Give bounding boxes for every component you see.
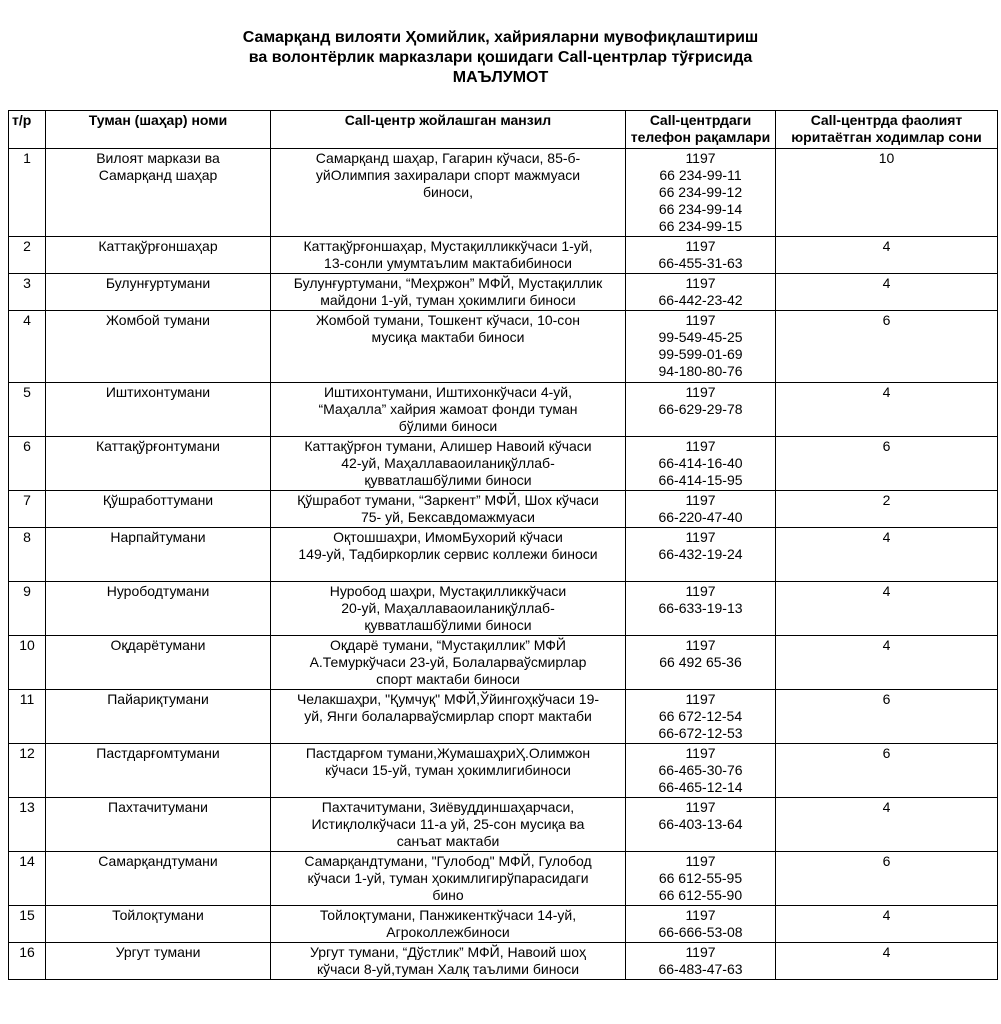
staff-count: 4 — [776, 274, 998, 311]
district-name-line: Вилоят маркази ва — [96, 150, 220, 166]
call-center-address-line: Оқтошшаҳри, ИмомБухорий кўчаси — [333, 529, 563, 545]
call-center-address-line: қувватлашбўлими биноси — [364, 472, 532, 488]
phone-numbers-line: 66 492 65-36 — [659, 654, 742, 670]
staff-count: 6 — [776, 311, 998, 383]
phone-numbers — [626, 311, 776, 383]
phone-numbers-line: 66-414-16-40 — [658, 455, 743, 471]
call-center-address-line: Тойлоқтумани, Панжикенткўчаси 14-уй, — [319, 907, 577, 923]
call-center-address — [271, 690, 626, 744]
call-center-address-line: Нуробод шаҳри, Мустақилликкўчаси — [329, 583, 567, 599]
call-center-address — [271, 149, 626, 237]
call-center-address — [271, 744, 626, 798]
call-center-address — [271, 311, 626, 383]
phone-numbers — [626, 383, 776, 437]
district-name-line: Каттақўрғонтумани — [96, 438, 220, 454]
call-center-address-line: А.Темуркўчаси 23-уй, Болаларваўсмирлар — [309, 654, 587, 670]
district-name — [46, 528, 271, 582]
phone-numbers — [626, 237, 776, 274]
document-title — [0, 28, 1001, 88]
phone-numbers-line: 1197 — [685, 907, 716, 923]
district-name — [46, 906, 271, 943]
phone-numbers-line: 66 234-99-11 — [659, 167, 742, 183]
district-name-line: Каттақўрғоншаҳар — [98, 238, 218, 254]
call-center-address-line: бўлими биноси — [398, 418, 498, 434]
row-number: 4 — [9, 311, 46, 383]
phone-numbers-line: 66-455-31-63 — [658, 255, 743, 271]
phone-numbers-line: 1197 — [685, 691, 716, 707]
call-center-address-line: “Маҳалла” хайрия жамоат фонди туман — [318, 401, 578, 417]
row-number: 9 — [9, 582, 46, 636]
phone-numbers-line: 66-465-12-14 — [658, 779, 743, 795]
call-center-address-line: 149-уй, Тадбиркорлик сервис коллежи биноси — [298, 546, 598, 562]
phone-numbers-line: 66 612-55-90 — [658, 887, 743, 903]
call-center-address — [271, 852, 626, 906]
phone-numbers — [626, 149, 776, 237]
table-row — [9, 274, 998, 311]
district-name-line: Самарқанд шаҳар — [98, 167, 218, 183]
call-center-address-line: Самарқанд шаҳар, Гагарин кўчаси, 85-б- — [315, 150, 581, 166]
phone-numbers-line: 1197 — [685, 529, 716, 545]
call-centers-table — [8, 110, 998, 980]
staff-count: 2 — [776, 491, 998, 528]
phone-numbers-line: 1197 — [685, 853, 716, 869]
call-center-address-line: биноси, — [422, 184, 474, 200]
row-number: 11 — [9, 690, 46, 744]
header-district: Туман (шаҳар) номи — [46, 111, 271, 149]
row-number: 6 — [9, 437, 46, 491]
table-row — [9, 744, 998, 798]
call-center-address-line: Пахтачитумани, Зиёвуддиншаҳарчаси, — [321, 799, 575, 815]
call-center-address — [271, 798, 626, 852]
phone-numbers-line: 1197 — [685, 944, 716, 960]
phone-numbers-line: 66-483-47-63 — [658, 961, 743, 977]
staff-count: 6 — [776, 690, 998, 744]
table-row — [9, 852, 998, 906]
district-name — [46, 149, 271, 237]
staff-count: 6 — [776, 852, 998, 906]
table-row — [9, 437, 998, 491]
phone-numbers-line: 66-666-53-08 — [658, 924, 743, 940]
call-center-address-line: уй, Янги болаларваўсмирлар спорт мактаби — [304, 708, 592, 724]
phone-numbers-line: 66-672-12-53 — [658, 725, 743, 741]
call-center-address-line: бино — [432, 887, 464, 903]
district-name-line: Нарпайтумани — [110, 529, 206, 545]
district-name-line: Пайариқтумани — [107, 691, 209, 707]
phone-numbers — [626, 906, 776, 943]
row-number: 8 — [9, 528, 46, 582]
phone-numbers-line: 99-549-45-25 — [658, 329, 743, 345]
phone-numbers-line: 66 234-99-14 — [658, 201, 743, 217]
phone-numbers-line: 66-633-19-13 — [658, 600, 743, 616]
staff-count: 4 — [776, 636, 998, 690]
header-address: Call-центр жойлашган манзил — [271, 111, 626, 149]
phone-numbers-line: 1197 — [685, 583, 716, 599]
district-name — [46, 437, 271, 491]
phone-numbers-line: 1197 — [685, 492, 716, 508]
phone-numbers-line: 1197 — [685, 799, 716, 815]
call-center-address-line: Пастдарғом тумани,ЖумашаҳриҲ.Олимжон — [305, 745, 591, 761]
phone-numbers — [626, 744, 776, 798]
staff-count: 6 — [776, 744, 998, 798]
district-name-line: Қўшработтумани — [102, 492, 214, 508]
call-center-address — [271, 491, 626, 528]
row-number: 13 — [9, 798, 46, 852]
call-center-address-line: 20-уй, Маҳаллаваоиланиқўллаб- — [341, 600, 555, 616]
call-center-address — [271, 383, 626, 437]
staff-count: 4 — [776, 237, 998, 274]
phone-numbers-line: 1197 — [685, 275, 716, 291]
phone-numbers-line: 1197 — [685, 438, 716, 454]
phone-numbers-line: 1197 — [685, 238, 716, 254]
call-center-address-line: санъат мактаби — [396, 833, 500, 849]
title-line-2: ва волонтёрлик марказлари қошидаги Call-центрлар тўғрисида — [248, 49, 753, 66]
row-number: 5 — [9, 383, 46, 437]
staff-count: 4 — [776, 582, 998, 636]
staff-count: 4 — [776, 906, 998, 943]
row-number: 12 — [9, 744, 46, 798]
call-center-address — [271, 943, 626, 980]
call-center-address-line: Каттақўрғон тумани, Алишер Навоий кўчаси — [304, 438, 592, 454]
district-name — [46, 943, 271, 980]
district-name-line: Пастдарғомтумани — [96, 745, 220, 761]
table-row — [9, 582, 998, 636]
table-row — [9, 943, 998, 980]
table-row — [9, 149, 998, 237]
call-center-address-line: Агроколлежбиноси — [386, 924, 510, 940]
district-name — [46, 491, 271, 528]
district-name-line: Ургут тумани — [115, 944, 201, 960]
row-number: 3 — [9, 274, 46, 311]
table-row — [9, 690, 998, 744]
header-number: т/р — [9, 111, 46, 149]
district-name — [46, 237, 271, 274]
header-staff-count: Call-центрда фаолият юритаётган ходимлар сони — [776, 111, 998, 149]
phone-numbers-line: 1197 — [685, 312, 716, 328]
staff-count: 6 — [776, 437, 998, 491]
row-number: 1 — [9, 149, 46, 237]
district-name-line: Пахтачитумани — [108, 799, 208, 815]
phone-numbers-line: 66-220-47-40 — [658, 509, 743, 525]
district-name — [46, 383, 271, 437]
call-center-address — [271, 237, 626, 274]
call-center-address-line: мусиқа мактаби биноси — [371, 329, 525, 345]
call-center-address-line: Самарқандтумани, "Гулобод" МФЙ, Гулобод — [304, 853, 592, 869]
header-phones: Call-центрдаги телефон рақамлари — [626, 111, 776, 149]
phone-numbers — [626, 852, 776, 906]
district-name — [46, 852, 271, 906]
call-center-address-line: майдони 1-уй, туман ҳокимлиги биноси — [320, 292, 576, 308]
phone-numbers-line: 66 234-99-12 — [658, 184, 743, 200]
call-center-address-line: Ургут тумани, “Дўстлик” МФЙ, Навоий шоҳ — [309, 944, 587, 960]
phone-numbers — [626, 274, 776, 311]
phone-numbers-line: 99-599-01-69 — [658, 346, 743, 362]
call-center-address-line: қувватлашбўлими биноси — [364, 617, 532, 633]
phone-numbers-line: 66 234-99-15 — [658, 218, 743, 234]
call-center-address-line: Истиқлолкўчаси 11-а уй, 25-сон мусиқа ва — [311, 816, 585, 832]
call-center-address-line: Булунғуртумани, “Меҳржон” МФЙ, Мустақиллик — [293, 275, 603, 291]
phone-numbers-line: 66-403-13-64 — [658, 816, 743, 832]
row-number: 7 — [9, 491, 46, 528]
district-name-line: Булунғуртумани — [105, 275, 211, 291]
call-center-address-line: Иштихонтумани, Иштихонкўчаси 4-уй, — [323, 384, 572, 400]
table-row — [9, 528, 998, 582]
district-name — [46, 636, 271, 690]
call-center-address-line: 13-сонли умумтаълим мактабибиноси — [324, 255, 572, 271]
call-center-address-line: кўчаси 1-уй, туман ҳокимлигирўпарасидаги — [307, 870, 589, 886]
table-row — [9, 311, 998, 383]
district-name-line: Жомбой тумани — [106, 312, 210, 328]
phone-numbers-line: 1197 — [685, 150, 716, 166]
table-row — [9, 491, 998, 528]
table-row — [9, 383, 998, 437]
phone-numbers-line: 66-629-29-78 — [658, 401, 743, 417]
district-name — [46, 582, 271, 636]
district-name-line: Тойлоқтумани — [112, 907, 204, 923]
phone-numbers — [626, 437, 776, 491]
phone-numbers-line: 1197 — [685, 637, 716, 653]
district-name — [46, 690, 271, 744]
phone-numbers — [626, 491, 776, 528]
phone-numbers-line: 66-465-30-76 — [658, 762, 743, 778]
phone-numbers-line: 66 612-55-95 — [658, 870, 743, 886]
table-row — [9, 906, 998, 943]
call-center-address-line: уйОлимпия захиралари спорт мажмуаси — [315, 167, 581, 183]
staff-count: 10 — [776, 149, 998, 237]
call-center-address-line: Жомбой тумани, Тошкент кўчаси, 10-сон — [316, 312, 580, 328]
table-row — [9, 636, 998, 690]
phone-numbers-line: 66-442-23-42 — [658, 292, 743, 308]
call-center-address-line: Челакшаҳри, "Қумчуқ" МФЙ,Ўйингоҳкўчаси 19- — [296, 691, 600, 707]
phone-numbers-line: 94-180-80-76 — [658, 363, 743, 379]
title-line-1: Самарқанд вилояти Ҳомийлик, хайрияларни мувофиқлаштириш — [242, 29, 759, 46]
district-name-line: Самарқандтумани — [98, 853, 218, 869]
call-center-address-line: 42-уй, Маҳаллаваоиланиқўллаб- — [341, 455, 555, 471]
call-center-address-line: Оқдарё тумани, “Мустақиллик” МФЙ — [330, 637, 566, 653]
district-name — [46, 798, 271, 852]
call-center-address-line: Қўшработ тумани, “Заркент” МФЙ, Шох кўчаси — [297, 492, 599, 508]
row-number: 16 — [9, 943, 46, 980]
table-row — [9, 798, 998, 852]
row-number: 15 — [9, 906, 46, 943]
phone-numbers — [626, 582, 776, 636]
call-center-address-line: 75- уй, Бексавдомажмуаси — [360, 509, 535, 525]
phone-numbers — [626, 943, 776, 980]
phone-numbers-line: 66-414-15-95 — [658, 472, 743, 488]
staff-count: 4 — [776, 528, 998, 582]
staff-count: 4 — [776, 383, 998, 437]
district-name — [46, 311, 271, 383]
phone-numbers-line: 1197 — [685, 745, 716, 761]
district-name-line: Иштихонтумани — [105, 384, 211, 400]
phone-numbers — [626, 636, 776, 690]
district-name-line: Нурободтумани — [106, 583, 210, 599]
call-center-address — [271, 636, 626, 690]
staff-count: 4 — [776, 798, 998, 852]
phone-numbers — [626, 528, 776, 582]
call-center-address-line: кўчаси 15-уй, туман ҳокимлигибиноси — [325, 762, 571, 778]
phone-numbers-line: 1197 — [685, 384, 716, 400]
row-number: 2 — [9, 237, 46, 274]
phone-numbers — [626, 690, 776, 744]
call-center-address — [271, 528, 626, 582]
call-center-address — [271, 582, 626, 636]
call-center-address — [271, 274, 626, 311]
phone-numbers-line: 66 672-12-54 — [658, 708, 743, 724]
call-center-address — [271, 437, 626, 491]
row-number: 14 — [9, 852, 46, 906]
call-center-address-line: Каттақўрғоншаҳар, Мустақилликкўчаси 1-уй, — [303, 238, 593, 254]
table-body — [9, 149, 998, 980]
district-name — [46, 744, 271, 798]
call-center-address-line: кўчаси 8-уй,туман Халқ таълими биноси — [316, 961, 580, 977]
district-name-line: Оқдарётумани — [110, 637, 206, 653]
table-header-row — [9, 111, 998, 149]
call-center-address-line: спорт мактаби биноси — [376, 671, 520, 687]
staff-count: 4 — [776, 943, 998, 980]
title-line-3: МАЪЛУМОТ — [452, 69, 549, 86]
district-name — [46, 274, 271, 311]
phone-numbers-line: 66-432-19-24 — [658, 546, 743, 562]
row-number: 10 — [9, 636, 46, 690]
table-row — [9, 237, 998, 274]
phone-numbers — [626, 798, 776, 852]
call-center-address — [271, 906, 626, 943]
